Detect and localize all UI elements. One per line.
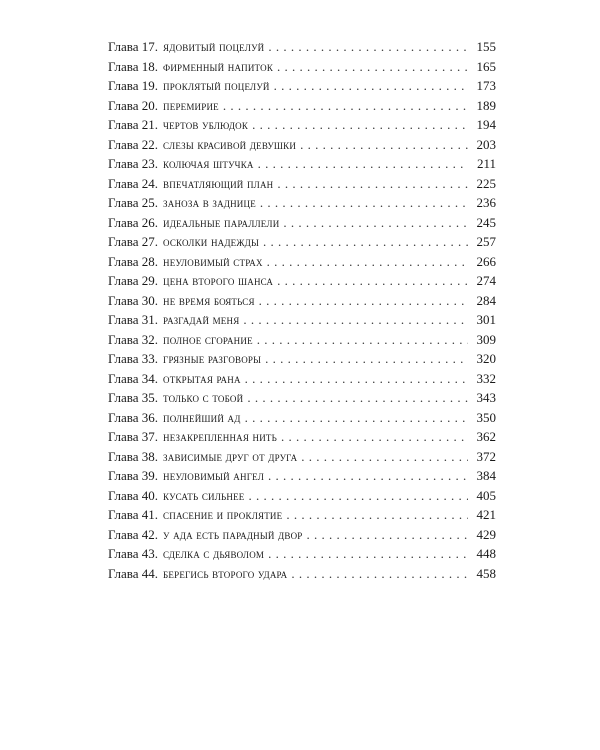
chapter-label: Глава 34.	[108, 370, 159, 386]
page-number: 236	[476, 195, 496, 210]
toc-entry	[108, 37, 496, 57]
toc-entry	[108, 505, 496, 525]
page-number: 266	[476, 253, 496, 269]
page-number: 225	[476, 175, 496, 191]
chapter-label: Глава 22.	[108, 136, 159, 152]
leader-dots	[245, 408, 468, 428]
page-number: 165	[476, 58, 496, 74]
chapter-title: идеальные параллели	[163, 214, 280, 230]
chapter-label: Глава 41.	[108, 507, 159, 522]
chapter-label: Глава 39.	[108, 468, 159, 483]
chapter-label: Глава 19.	[108, 78, 159, 93]
chapter-title: проклятый поцелуй	[163, 78, 270, 93]
chapter-title: неуловимый страх	[163, 253, 263, 269]
chapter-title: цена второго шанса	[163, 273, 274, 288]
page-number: 203	[476, 136, 496, 152]
chapter-title: зависимые друг от друга	[163, 448, 298, 464]
page-number: 448	[476, 546, 496, 561]
leader-dots	[249, 486, 469, 506]
toc-entry	[108, 193, 496, 213]
page-number: 274	[476, 273, 496, 288]
chapter-title: фирменный напиток	[163, 58, 274, 74]
toc-entry	[108, 57, 496, 77]
leader-dots	[257, 330, 468, 350]
leader-dots	[267, 252, 468, 272]
leader-dots	[245, 369, 468, 389]
leader-dots	[307, 525, 468, 545]
leader-dots	[277, 271, 468, 291]
chapter-title: слезы красивой девушки	[163, 136, 297, 152]
toc-entry	[108, 466, 496, 486]
chapter-title: берегись второго удара	[163, 565, 288, 581]
chapter-label: Глава 27.	[108, 234, 159, 249]
chapter-title: заноза в заднице	[163, 195, 256, 210]
chapter-label: Глава 29.	[108, 273, 159, 288]
chapter-title: полнейший ад	[163, 409, 241, 425]
toc-entry	[108, 427, 496, 447]
toc-entry	[108, 174, 496, 194]
chapter-label: Глава 24.	[108, 175, 159, 191]
chapter-title: осколки надежды	[163, 234, 260, 249]
leader-dots	[263, 232, 468, 252]
chapter-title: не время бояться	[163, 292, 255, 308]
page-number: 343	[476, 390, 496, 405]
toc-entry	[108, 388, 496, 408]
leader-dots	[247, 388, 468, 408]
page-number: 245	[476, 214, 496, 230]
chapter-label: Глава 20.	[108, 97, 159, 113]
toc-entry	[108, 408, 496, 428]
chapter-title: ядовитый поцелуй	[163, 39, 265, 54]
leader-dots	[277, 174, 468, 194]
chapter-title: колючая штучка	[163, 156, 254, 171]
leader-dots	[281, 427, 468, 447]
chapter-title: кусать сильнее	[163, 487, 245, 503]
toc-entry	[108, 135, 496, 155]
page-number: 429	[476, 526, 496, 542]
page-number: 189	[476, 97, 496, 113]
toc-entry	[108, 252, 496, 272]
chapter-title: чертов ублюдок	[163, 117, 249, 132]
page-number: 458	[476, 565, 496, 581]
chapter-label: Глава 23.	[108, 156, 159, 171]
toc-entry	[108, 369, 496, 389]
leader-dots	[243, 310, 468, 330]
chapter-title: спасение и проклятие	[163, 507, 283, 522]
chapter-label: Глава 30.	[108, 292, 159, 308]
chapter-title: грязные разговоры	[163, 351, 262, 366]
toc-entry	[108, 447, 496, 467]
chapter-label: Глава 38.	[108, 448, 159, 464]
page-number: 194	[476, 117, 496, 132]
toc-entry	[108, 271, 496, 291]
toc-entry	[108, 213, 496, 233]
leader-dots	[259, 291, 468, 311]
chapter-label: Глава 21.	[108, 117, 159, 132]
leader-dots	[260, 193, 468, 213]
toc-entry	[108, 544, 496, 564]
page-number: 301	[476, 312, 496, 327]
leader-dots	[223, 96, 468, 116]
leader-dots	[283, 213, 468, 233]
toc-entry	[108, 154, 496, 174]
page-number: 372	[476, 448, 496, 464]
chapter-title: разгадай меня	[163, 312, 240, 327]
chapter-title: незакрепленная нить	[163, 429, 277, 444]
toc-entry	[108, 96, 496, 116]
chapter-title: неуловимый ангел	[163, 468, 264, 483]
page-number: 155	[476, 39, 496, 54]
chapter-label: Глава 37.	[108, 429, 159, 444]
chapter-label: Глава 36.	[108, 409, 159, 425]
chapter-label: Глава 43.	[108, 546, 159, 561]
chapter-label: Глава 18.	[108, 58, 159, 74]
chapter-label: Глава 31.	[108, 312, 159, 327]
chapter-label: Глава 28.	[108, 253, 159, 269]
chapter-label: Глава 42.	[108, 526, 159, 542]
leader-dots	[291, 564, 468, 584]
chapter-label: Глава 35.	[108, 390, 159, 405]
toc-entry	[108, 525, 496, 545]
leader-dots	[268, 37, 468, 57]
page-number: 362	[476, 429, 496, 444]
toc-entry	[108, 564, 496, 584]
chapter-label: Глава 44.	[108, 565, 159, 581]
leader-dots	[300, 135, 468, 155]
chapter-title: сделка с дьяволом	[163, 546, 265, 561]
leader-dots	[258, 154, 468, 174]
page-number: 309	[476, 331, 496, 347]
page-number: 211	[476, 156, 496, 171]
leader-dots	[286, 505, 468, 525]
chapter-label: Глава 26.	[108, 214, 159, 230]
page-number: 405	[476, 487, 496, 503]
chapter-title: перемирие	[163, 97, 219, 113]
chapter-title: только с тобой	[163, 390, 244, 405]
page-number: 257	[476, 234, 496, 249]
page-number: 284	[476, 292, 496, 308]
leader-dots	[277, 57, 468, 77]
toc-entry	[108, 291, 496, 311]
chapter-title: впечатляющий план	[163, 175, 274, 191]
page-number: 421	[476, 507, 496, 522]
chapter-label: Глава 40.	[108, 487, 159, 503]
toc-entry	[108, 330, 496, 350]
page-number: 384	[476, 468, 496, 483]
chapter-label: Глава 32.	[108, 331, 159, 347]
chapter-title: открытая рана	[163, 370, 241, 386]
leader-dots	[268, 544, 468, 564]
leader-dots	[274, 76, 468, 96]
toc-entry	[108, 76, 496, 96]
toc-entry	[108, 115, 496, 135]
chapter-label: Глава 25.	[108, 195, 159, 210]
toc-entry	[108, 232, 496, 252]
chapter-title: полное сгорание	[163, 331, 253, 347]
toc-entry	[108, 349, 496, 369]
chapter-title: у ада есть парадный двор	[163, 526, 303, 542]
page-number: 350	[476, 409, 496, 425]
page-number: 320	[476, 351, 496, 366]
leader-dots	[268, 466, 468, 486]
toc-entry	[108, 310, 496, 330]
leader-dots	[265, 349, 468, 369]
leader-dots	[252, 115, 468, 135]
page-number: 173	[476, 78, 496, 93]
chapter-label: Глава 17.	[108, 39, 159, 54]
leader-dots	[301, 447, 468, 467]
table-of-contents	[108, 37, 496, 583]
chapter-label: Глава 33.	[108, 351, 159, 366]
toc-entry	[108, 486, 496, 506]
page-number: 332	[476, 370, 496, 386]
